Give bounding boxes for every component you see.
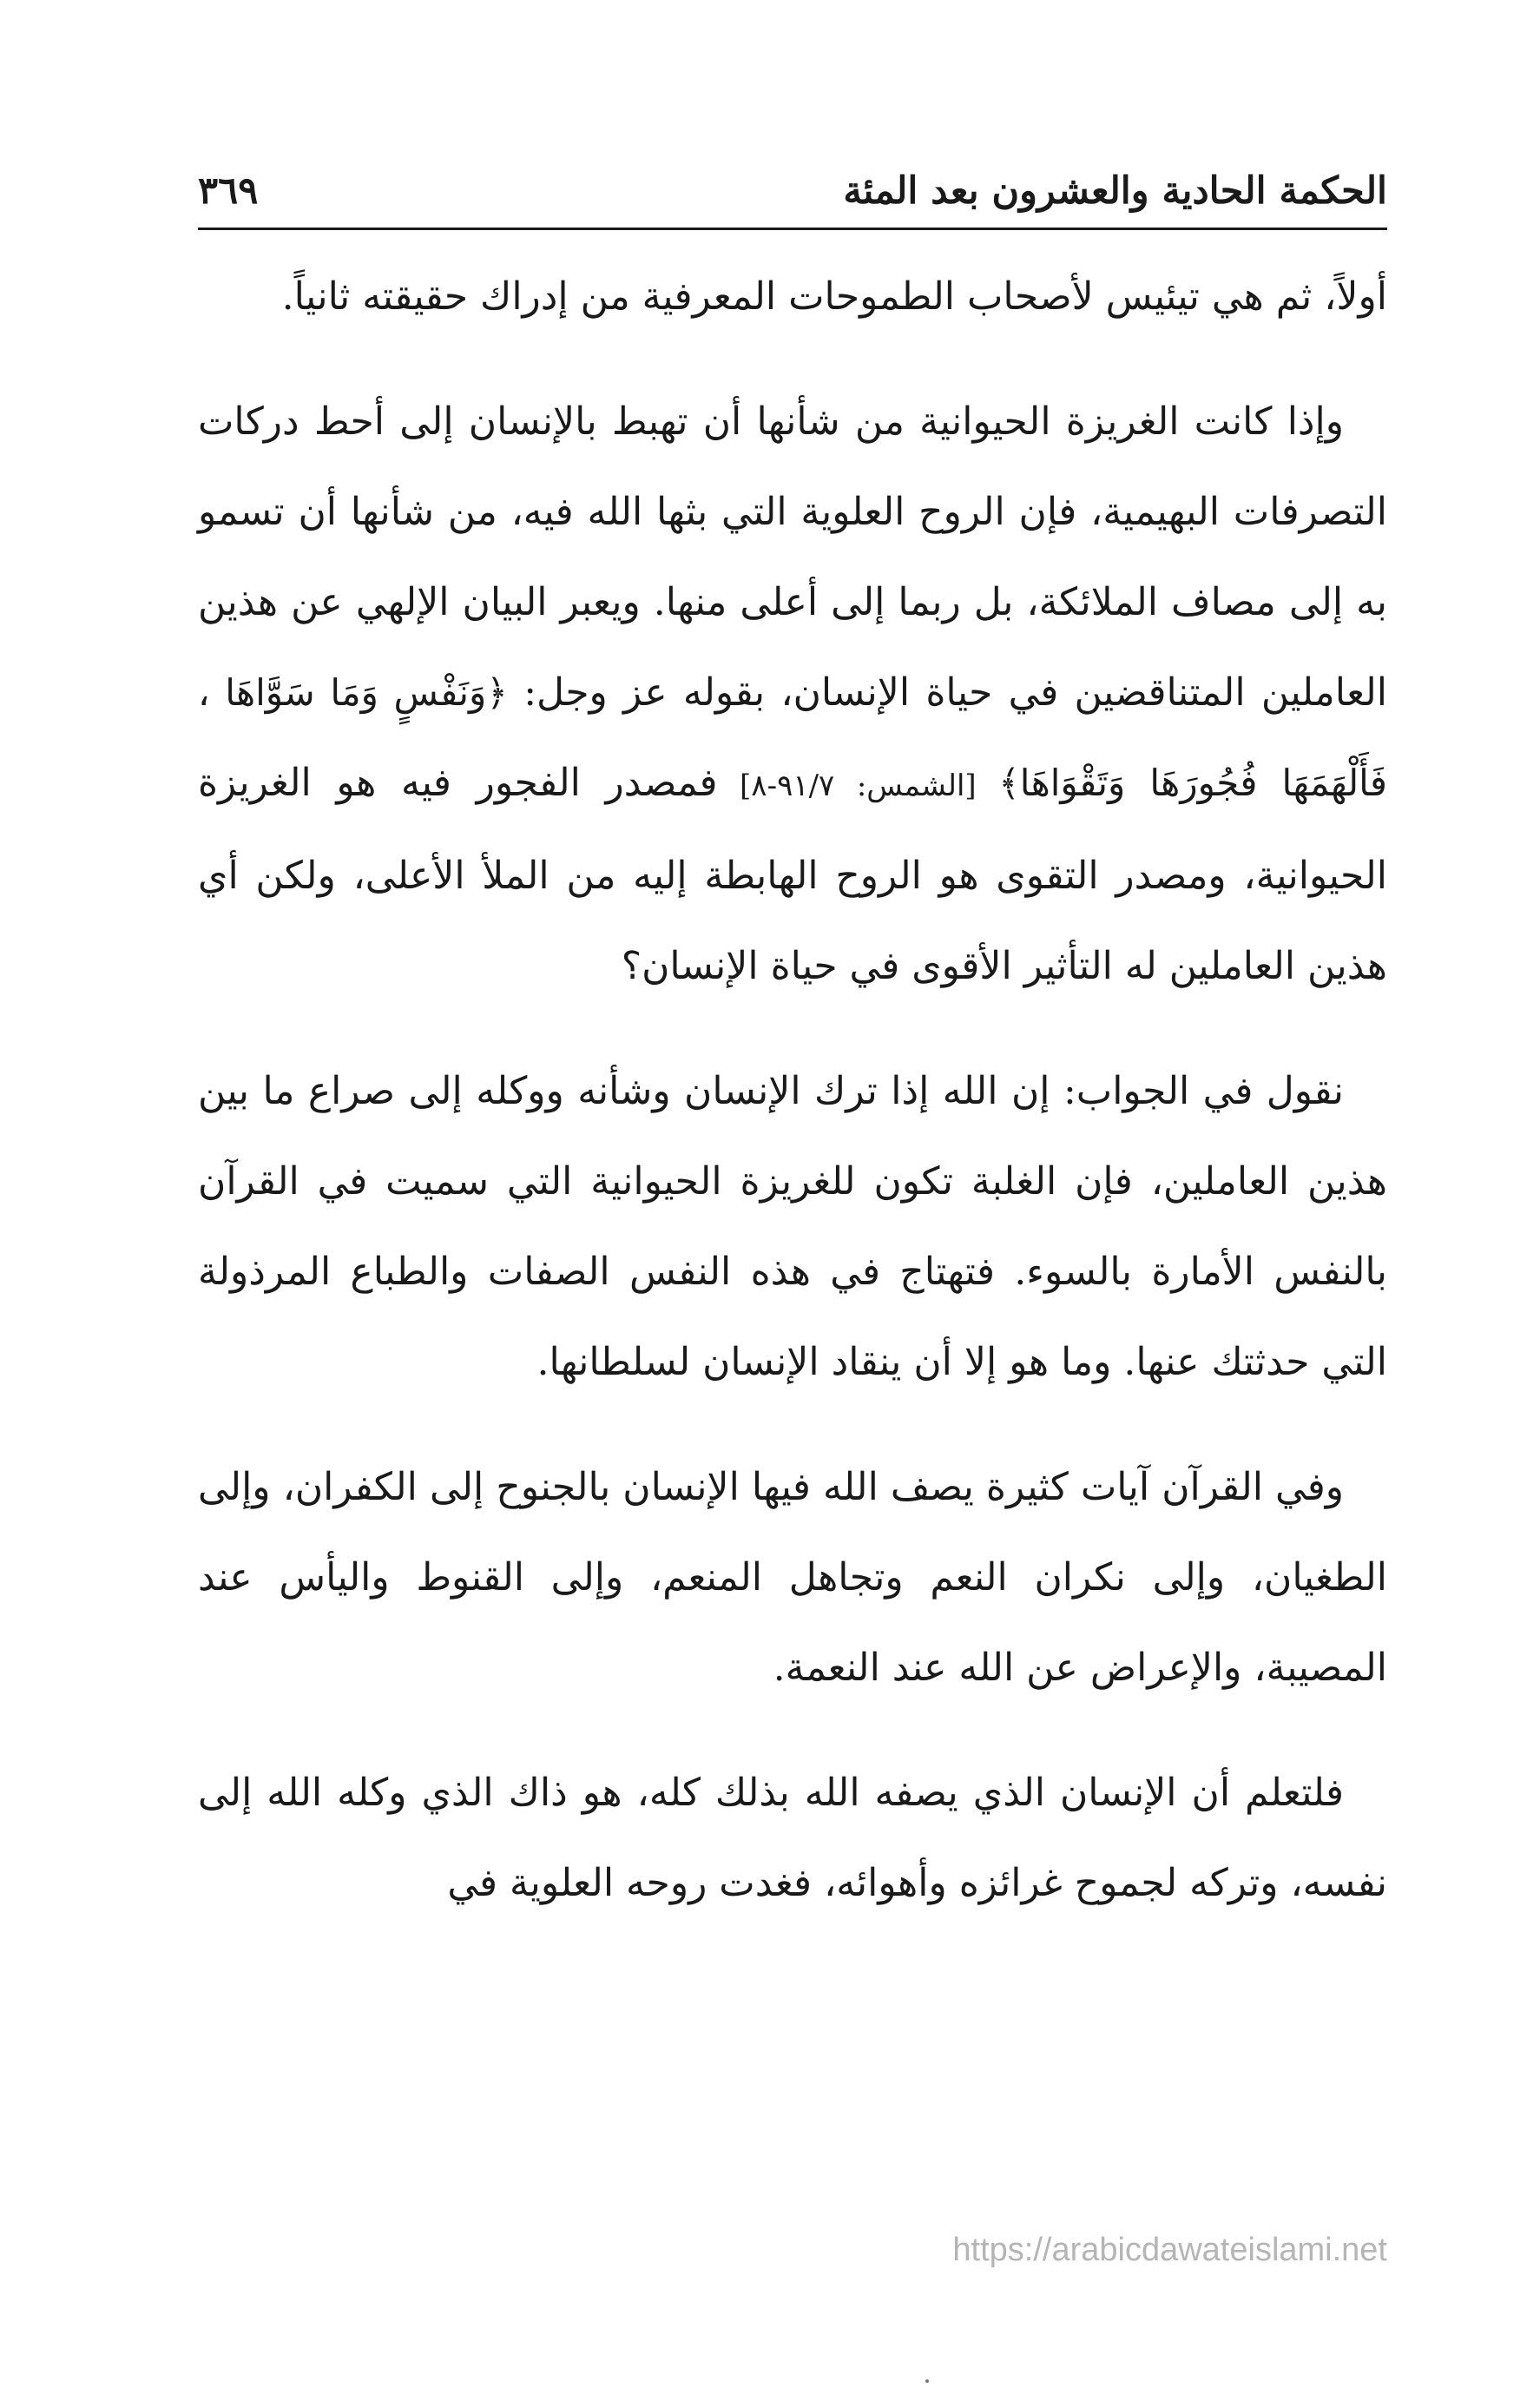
- paragraph-3: نقول في الجواب: إن الله إذا ترك الإنسان وشأنه ووكله إلى صراع ما بين هذين العاملين، فإن الغلبة تكون للغريزة الحيوانية التي سميت في القرآن بالنفس الأمارة بالسوء. فتهتاج في هذه النفس الصفات والطباع المرذولة التي حدثتك عنها. وما هو إلا أن ينقاد الإنسان لسلطانها.: [198, 1069, 1387, 1384]
- paragraph-2: [198, 377, 1387, 1012]
- watermark-url: https://arabicdawateislami.net: [952, 2232, 1387, 2268]
- running-title: الحكمة الحادية والعشرون بعد المئة: [843, 169, 1387, 213]
- paragraph-5: فلتعلم أن الإنسان الذي يصفه الله بذلك كله، هو ذاك الذي وكله الله إلى نفسه، وتركه لجموح غرائزه وأهوائه، فغدت روحه العلوية في: [198, 1771, 1387, 1905]
- header-rule: [198, 228, 1387, 230]
- quran-verse: ﴿وَنَفْسٍ وَمَا سَوَّاهَا ، فَأَلْهَمَهَا فُجُورَهَا وَتَقْوَاهَا﴾: [198, 671, 1388, 804]
- paragraph-2-text-before: وإذا كانت الغريزة الحيوانية من شأنها أن تهبط بالإنسان إلى أحط دركات التصرفات البهيمية، فإن الروح العلوية التي بثها الله فيه، من شأنها أن تسمو به إلى مصاف الملائكة، بل ربما إلى أعلى منها. ويعبر البيان الإلهي عن هذين العاملين المتناقضين في حياة الإنسان، بقوله عز وجل:: [198, 399, 1387, 715]
- body-text: [198, 252, 1387, 1963]
- verse-reference: [الشمس: ٩١/٧-٨]: [717, 769, 999, 803]
- page-number: ٣٦٩: [198, 169, 259, 213]
- page-header: [198, 161, 1387, 221]
- scan-speck: [925, 2379, 929, 2383]
- paragraph-1: أولاً، ثم هي تيئيس لأصحاب الطموحات المعرفية من إدراك حقيقته ثانياً.: [281, 274, 1387, 319]
- paragraph-4: وفي القرآن آيات كثيرة يصف الله فيها الإنسان بالجنوح إلى الكفران، وإلى الطغيان، وإلى نكران النعم وتجاهل المنعم، وإلى القنوط واليأس عند المصيبة، والإعراض عن الله عند النعمة.: [198, 1465, 1387, 1690]
- paragraph-2-text-after: فمصدر الفجور فيه هو الغريزة الحيوانية، ومصدر التقوى هو الروح الهابطة إليه من الملأ الأعلى، ولكن أي هذين العاملين له التأثير الأقوى في حياة الإنسان؟: [198, 761, 1387, 988]
